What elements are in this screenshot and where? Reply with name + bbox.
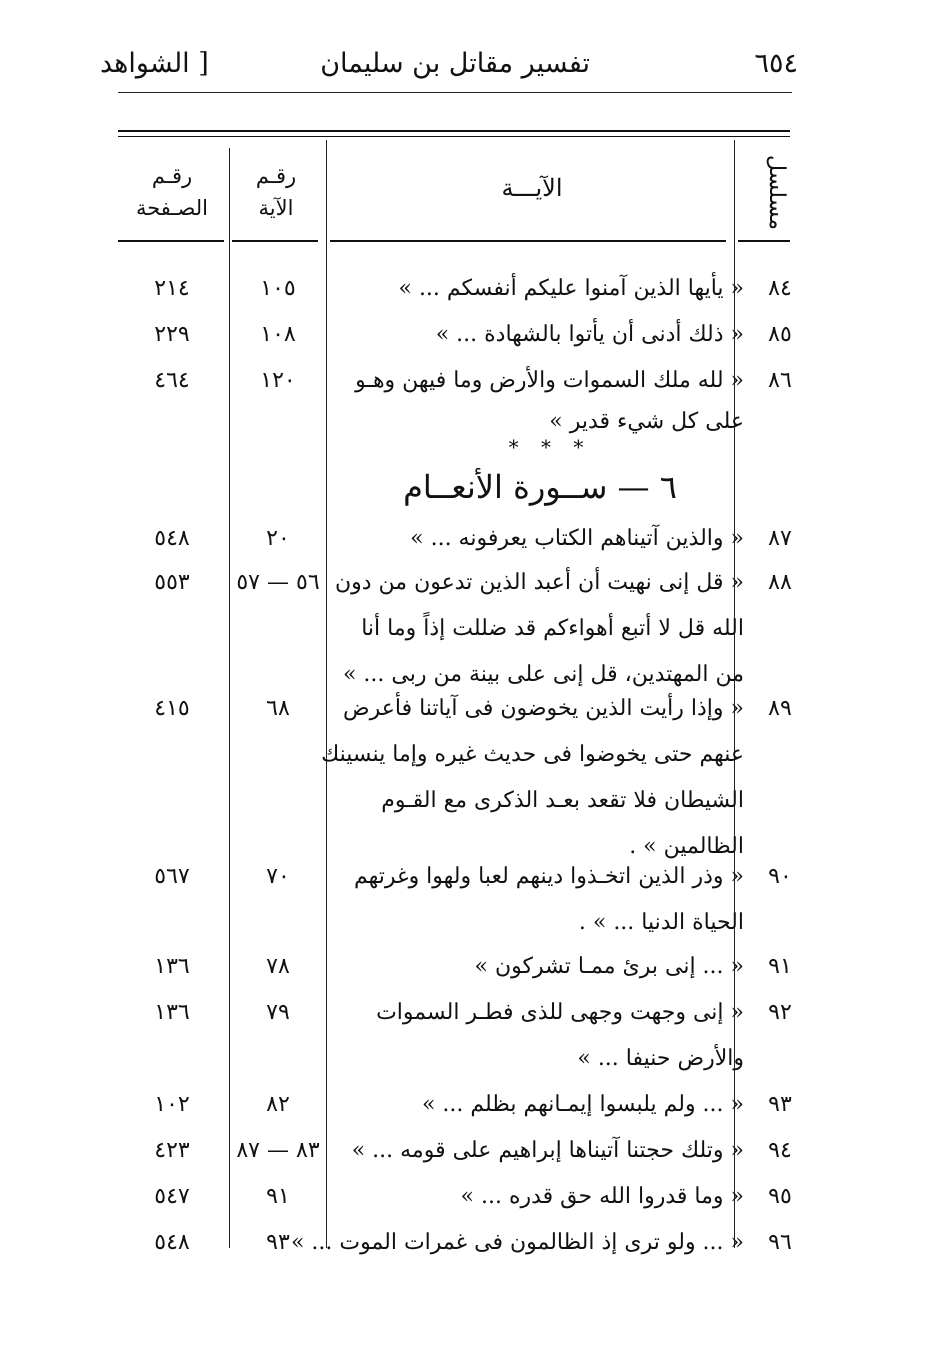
row-verse-text — [344, 944, 744, 990]
row-page-number: ٥٤٨ — [154, 1230, 190, 1255]
verse-line: « ... إنى برئ ممـا تشركون » — [474, 954, 744, 979]
table-top-rule-inner — [118, 136, 790, 137]
row-verse-number: ١٠٨ — [260, 322, 296, 347]
row-page-number: ٤٢٣ — [154, 1138, 190, 1163]
row-page-number: ١٣٦ — [154, 1000, 190, 1025]
row-verse-text — [344, 266, 744, 312]
row-verse-number: ٦٨ — [266, 696, 290, 721]
row-verse-number: ٧٩ — [266, 1000, 290, 1025]
table-top-rule — [118, 130, 790, 132]
header-underline-seq — [738, 240, 790, 242]
surah-heading: ٦ — ســورة الأنعــام — [403, 468, 677, 506]
row-verse-number: ٨٣ — ٨٧ — [236, 1138, 320, 1163]
row-seq: ٩٤ — [768, 1138, 792, 1163]
column-header-verse-number-line-1: رقـم — [255, 164, 297, 188]
verse-line: على كل شيء قدير » — [549, 409, 744, 434]
row-page-number: ١٠٢ — [154, 1092, 190, 1117]
verse-line: « ... ولم يلبسوا إيمـانهم بظلم ... » — [421, 1092, 744, 1117]
row-seq: ٨٤ — [768, 276, 792, 301]
row-page-number: ١٣٦ — [154, 954, 190, 979]
row-verse-number: ٧٠ — [266, 864, 290, 889]
verse-line: « ذلك أدنى أن يأتوا بالشهادة ... » — [435, 322, 744, 347]
row-verse-number: ٥٦ — ٥٧ — [236, 570, 320, 595]
verse-line: « والذين آتيناهم الكتاب يعرفونه ... » — [410, 526, 744, 551]
row-page-number: ٥٥٣ — [154, 570, 190, 595]
column-header-verse: الآيـــة — [501, 174, 563, 202]
verse-line: من المهتدين، قل إنى على بينة من ربى ... » — [342, 662, 744, 687]
row-seq: ٨٨ — [768, 570, 792, 595]
verse-line: « وذر الذين اتخـذوا دينهم لعبا ولهوا وغرتهم — [354, 864, 744, 889]
row-verse-text — [344, 854, 744, 946]
verse-line: الحياة الدنيا ... » . — [578, 910, 744, 935]
row-page-number: ٢١٤ — [154, 276, 190, 301]
row-seq: ٩٢ — [768, 1000, 792, 1025]
verse-line: « ... ولو ترى إذ الظالمون فى غمرات الموت ... » — [290, 1230, 744, 1255]
verse-line: « قل إنى نهيت أن أعبد الذين تدعون من دون — [334, 570, 744, 595]
row-page-number: ٥٦٧ — [154, 864, 190, 889]
column-header-seq: مسلسل — [764, 155, 789, 230]
verse-line: والأرض حنيفا ... » — [577, 1046, 744, 1071]
verse-line: الظالمين » . — [629, 834, 744, 859]
row-verse-text — [344, 1128, 744, 1174]
header-rule — [118, 92, 792, 93]
row-page-number: ٤٦٤ — [154, 368, 190, 393]
row-page-number: ٥٤٧ — [154, 1184, 190, 1209]
verse-line: « إنى وجهت وجهى للذى فطـر السموات — [376, 1000, 744, 1025]
row-verse-number: ٩١ — [266, 1184, 290, 1209]
row-verse-number: ٧٨ — [266, 954, 290, 979]
row-verse-text — [344, 312, 744, 358]
verse-line: عنهم حتى يخوضوا فى حديث غيره وإما ينسينك — [321, 742, 744, 767]
row-page-number: ٥٤٨ — [154, 526, 190, 551]
row-verse-number: ١٢٠ — [260, 368, 296, 393]
section-divider-stars: * * * — [508, 435, 592, 459]
row-page-number: ٢٢٩ — [154, 322, 190, 347]
running-page-number: ٦٥٤ — [754, 48, 798, 79]
row-verse-number: ٨٢ — [266, 1092, 290, 1117]
row-verse-text — [334, 560, 744, 698]
verse-line: الشيطان فلا تقعد بعـد الذكرى مع القـوم — [381, 788, 744, 813]
header-underline-verse — [330, 240, 726, 242]
row-page-number: ٤١٥ — [154, 696, 190, 721]
row-verse-text — [344, 516, 744, 562]
verse-line: الله قل لا أتبع أهواءكم قد ضللت إذاً وما أنا — [361, 616, 744, 641]
verse-line: « لله ملك السموات والأرض وما فيهن وهـو — [355, 368, 744, 393]
row-verse-text — [321, 686, 744, 870]
row-seq: ٨٩ — [768, 696, 792, 721]
row-seq: ٩٥ — [768, 1184, 792, 1209]
verse-line: « وتلك حجتنا آتيناها إبراهيم على قومه ... » — [351, 1138, 744, 1163]
row-verse-text — [344, 1174, 744, 1220]
column-header-page-number-line-1: رقـم — [151, 164, 193, 188]
running-book-title: تفسير مقاتل بن سليمان — [320, 48, 590, 79]
header-underline-verse-number — [232, 240, 318, 242]
row-verse-number: ١٠٥ — [260, 276, 296, 301]
row-seq: ٨٧ — [768, 526, 792, 551]
row-verse-number: ٢٠ — [266, 526, 290, 551]
column-header-verse-number-line-2: الآية — [258, 196, 294, 220]
row-seq: ٩٦ — [768, 1230, 792, 1255]
column-header-verse-number — [232, 160, 320, 232]
row-seq: ٨٥ — [768, 322, 792, 347]
header-underline-page — [118, 240, 224, 242]
row-seq: ٩٠ — [768, 864, 792, 889]
row-verse-text — [344, 990, 744, 1082]
row-seq: ٩١ — [768, 954, 792, 979]
running-section-title: [ الشواهد — [100, 48, 209, 79]
verse-line: « وإذا رأيت الذين يخوضون فى آياتنا فأعرض — [343, 696, 744, 721]
column-header-page-number-line-2: الصـفحة — [135, 196, 209, 220]
row-seq: ٩٣ — [768, 1092, 792, 1117]
row-seq: ٨٦ — [768, 368, 792, 393]
row-verse-text — [344, 1082, 744, 1128]
verse-line: « يأيها الذين آمنوا عليكم أنفسكم ... » — [398, 276, 744, 301]
row-verse-number: ٩٣ — [266, 1230, 290, 1255]
verse-line: « وما قدروا الله حق قدره ... » — [460, 1184, 744, 1209]
column-header-page-number — [118, 160, 226, 232]
row-verse-text — [290, 1220, 744, 1266]
row-verse-text — [344, 358, 744, 440]
